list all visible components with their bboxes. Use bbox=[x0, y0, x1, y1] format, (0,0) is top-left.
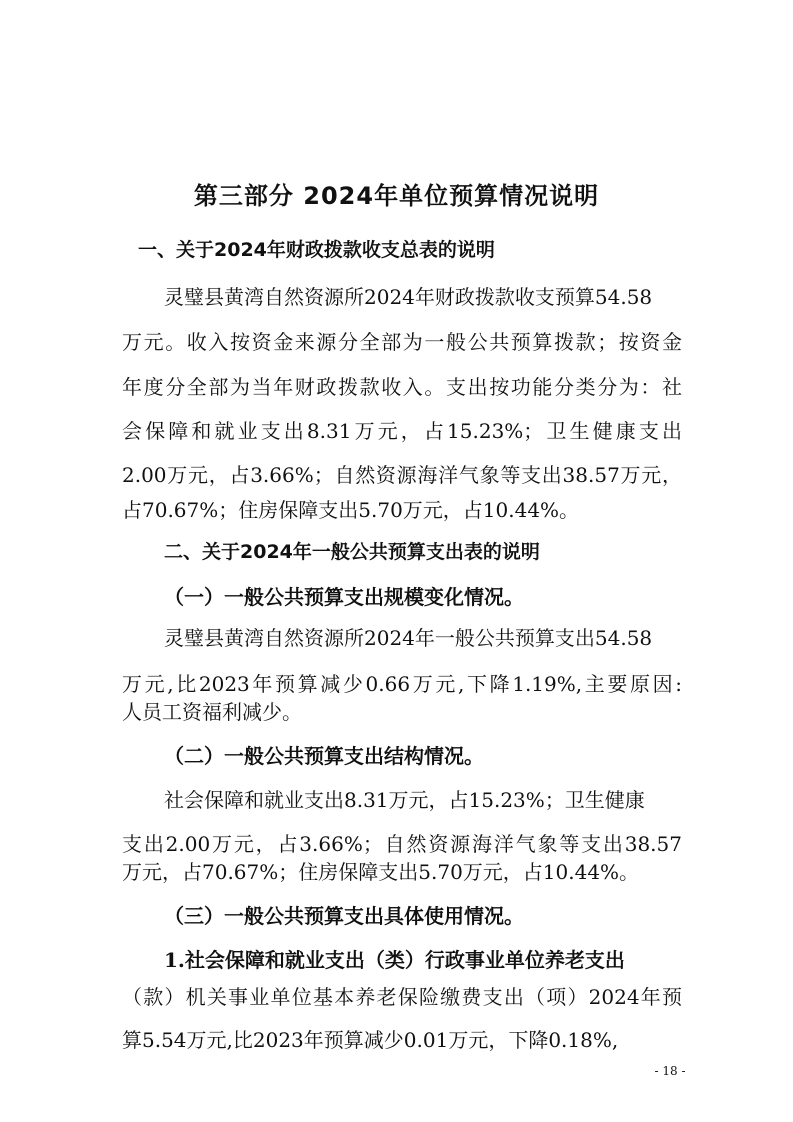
subsection-heading: （一）一般公共预算支出规模变化情况。 bbox=[164, 585, 524, 609]
item-heading: 1.社会保障和就业支出（类）行政事业单位养老支出 bbox=[164, 948, 625, 972]
subsection-heading: （三）一般公共预算支出具体使用情况。 bbox=[164, 904, 524, 928]
page-title: 第三部分 2024年单位预算情况说明 bbox=[193, 182, 600, 210]
page-number: - 18 - bbox=[654, 1064, 686, 1078]
section-heading-1: 一、关于2024年财政拨款收支总表的说明 bbox=[138, 239, 495, 261]
paragraph-line: （款）机关事业单位基本养老保险缴费支出（项）2024年预 bbox=[122, 985, 682, 1009]
paragraph-line: 灵璧县黄湾自然资源所2024年一般公共预算支出54.58 bbox=[164, 626, 653, 650]
paragraph-line: 社会保障和就业支出8.31万元，占15.23%；卫生健康 bbox=[164, 788, 645, 812]
paragraph-line: 万元。收入按资金来源分全部为一般公共预算拨款；按资金 bbox=[122, 330, 682, 354]
paragraph-line: 人员工资福利减少。 bbox=[122, 700, 302, 724]
subsection-heading: （二）一般公共预算支出结构情况。 bbox=[164, 744, 484, 768]
paragraph-line: 年度分全部为当年财政拨款收入。支出按功能分类分为：社 bbox=[122, 375, 682, 399]
paragraph-line: 算5.54万元,比2023年预算减少0.01万元，下降0.18%, bbox=[122, 1028, 619, 1052]
paragraph-line: 灵璧县黄湾自然资源所2024年财政拨款收支预算54.58 bbox=[164, 285, 653, 309]
paragraph-line: 占70.67%；住房保障支出5.70万元，占10.44%。 bbox=[122, 498, 580, 522]
paragraph-line: 2.00万元，占3.66%；自然资源海洋气象等支出38.57万元， bbox=[122, 463, 682, 487]
paragraph-line: 会保障和就业支出8.31万元，占15.23%；卫生健康支出 bbox=[122, 419, 682, 443]
paragraph-line: 万元，占70.67%；住房保障支出5.70万元，占10.44%。 bbox=[122, 860, 640, 884]
paragraph-line: 万元,比2023年预算减少0.66万元,下降1.19%,主要原因: bbox=[122, 672, 682, 696]
section-heading-2: 二、关于2024年一般公共预算支出表的说明 bbox=[164, 541, 540, 563]
paragraph-line: 支出2.00万元，占3.66%；自然资源海洋气象等支出38.57 bbox=[122, 832, 682, 856]
